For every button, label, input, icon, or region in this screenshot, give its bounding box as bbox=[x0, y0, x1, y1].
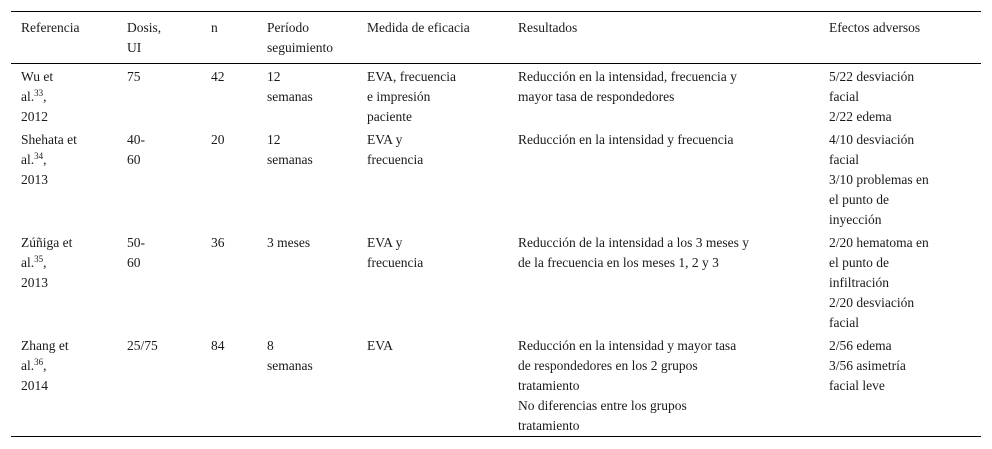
cell-referencia: Wu et al.$^{33}$, 2012 bbox=[21, 69, 54, 124]
cell-referencia: Shehata et al.$^{34}$, 2013 bbox=[21, 132, 77, 187]
citation-number: 35 bbox=[34, 254, 44, 264]
citation-number: 36 bbox=[34, 357, 44, 367]
cell-resultados: Reducción en la intensidad, frecuencia y mayor tasa de respondedores bbox=[518, 69, 737, 104]
table-body bbox=[11, 64, 981, 437]
cell-resultados: Reducción en la intensidad y mayor tasa de respondedores en los 2 grupos tratamiento No diferencias entre los grupos tratamiento bbox=[518, 338, 737, 433]
header-resultados: Resultados bbox=[518, 20, 578, 35]
table-row bbox=[11, 333, 981, 437]
cell-dosis: 75 bbox=[127, 69, 141, 84]
cell-efectos: 5/22 desviación facial 2/22 edema bbox=[829, 69, 915, 124]
cell-n: 84 bbox=[211, 338, 225, 353]
cell-medida: EVA bbox=[367, 338, 394, 353]
clinical-studies-table bbox=[11, 11, 981, 437]
cell-dosis: 25/75 bbox=[127, 338, 158, 353]
table-row bbox=[11, 127, 981, 230]
header-dosis: Dosis, UI bbox=[127, 20, 162, 55]
cell-periodo: 8 semanas bbox=[267, 338, 313, 373]
cell-dosis: 40- 60 bbox=[127, 132, 145, 167]
cell-medida: EVA y frecuencia bbox=[367, 235, 424, 270]
table-row bbox=[11, 64, 981, 128]
header-row bbox=[11, 12, 981, 64]
header-medida: Medida de eficacia bbox=[367, 20, 470, 35]
cell-n: 20 bbox=[211, 132, 225, 147]
cell-efectos: 4/10 desviación facial 3/10 problemas en el punto de inyección bbox=[829, 132, 929, 227]
cell-medida: EVA y frecuencia bbox=[367, 132, 424, 167]
citation-number: 33 bbox=[34, 88, 44, 98]
header-n: n bbox=[211, 20, 218, 35]
cell-periodo: 12 semanas bbox=[267, 132, 313, 167]
header-periodo: Período seguimiento bbox=[267, 20, 333, 55]
header-efectos: Efectos adversos bbox=[829, 20, 921, 35]
cell-n: 36 bbox=[211, 235, 225, 250]
cell-efectos: 2/20 hematoma en el punto de infiltración 2/20 desviación facial bbox=[829, 235, 929, 330]
cell-periodo: 3 meses bbox=[267, 235, 311, 250]
cell-periodo: 12 semanas bbox=[267, 69, 313, 104]
cell-efectos: 2/56 edema 3/56 asimetría facial leve bbox=[829, 338, 906, 393]
cell-referencia: Zúñiga et al.$^{35}$, 2013 bbox=[21, 235, 73, 290]
header-referencia: Referencia bbox=[21, 20, 80, 35]
cell-resultados: Reducción de la intensidad a los 3 meses y de la frecuencia en los meses 1, 2 y 3 bbox=[518, 235, 749, 270]
citation-number: 34 bbox=[34, 151, 44, 161]
cell-n: 42 bbox=[211, 69, 225, 84]
table-container bbox=[11, 11, 981, 437]
cell-referencia: Zhang et al.$^{36}$, 2014 bbox=[21, 338, 69, 393]
cell-dosis: 50- 60 bbox=[127, 235, 145, 270]
cell-medida: EVA, frecuencia e impresión paciente bbox=[367, 69, 456, 124]
cell-resultados: Reducción en la intensidad y frecuencia bbox=[518, 132, 734, 147]
table-header bbox=[11, 12, 981, 64]
table-row bbox=[11, 230, 981, 333]
